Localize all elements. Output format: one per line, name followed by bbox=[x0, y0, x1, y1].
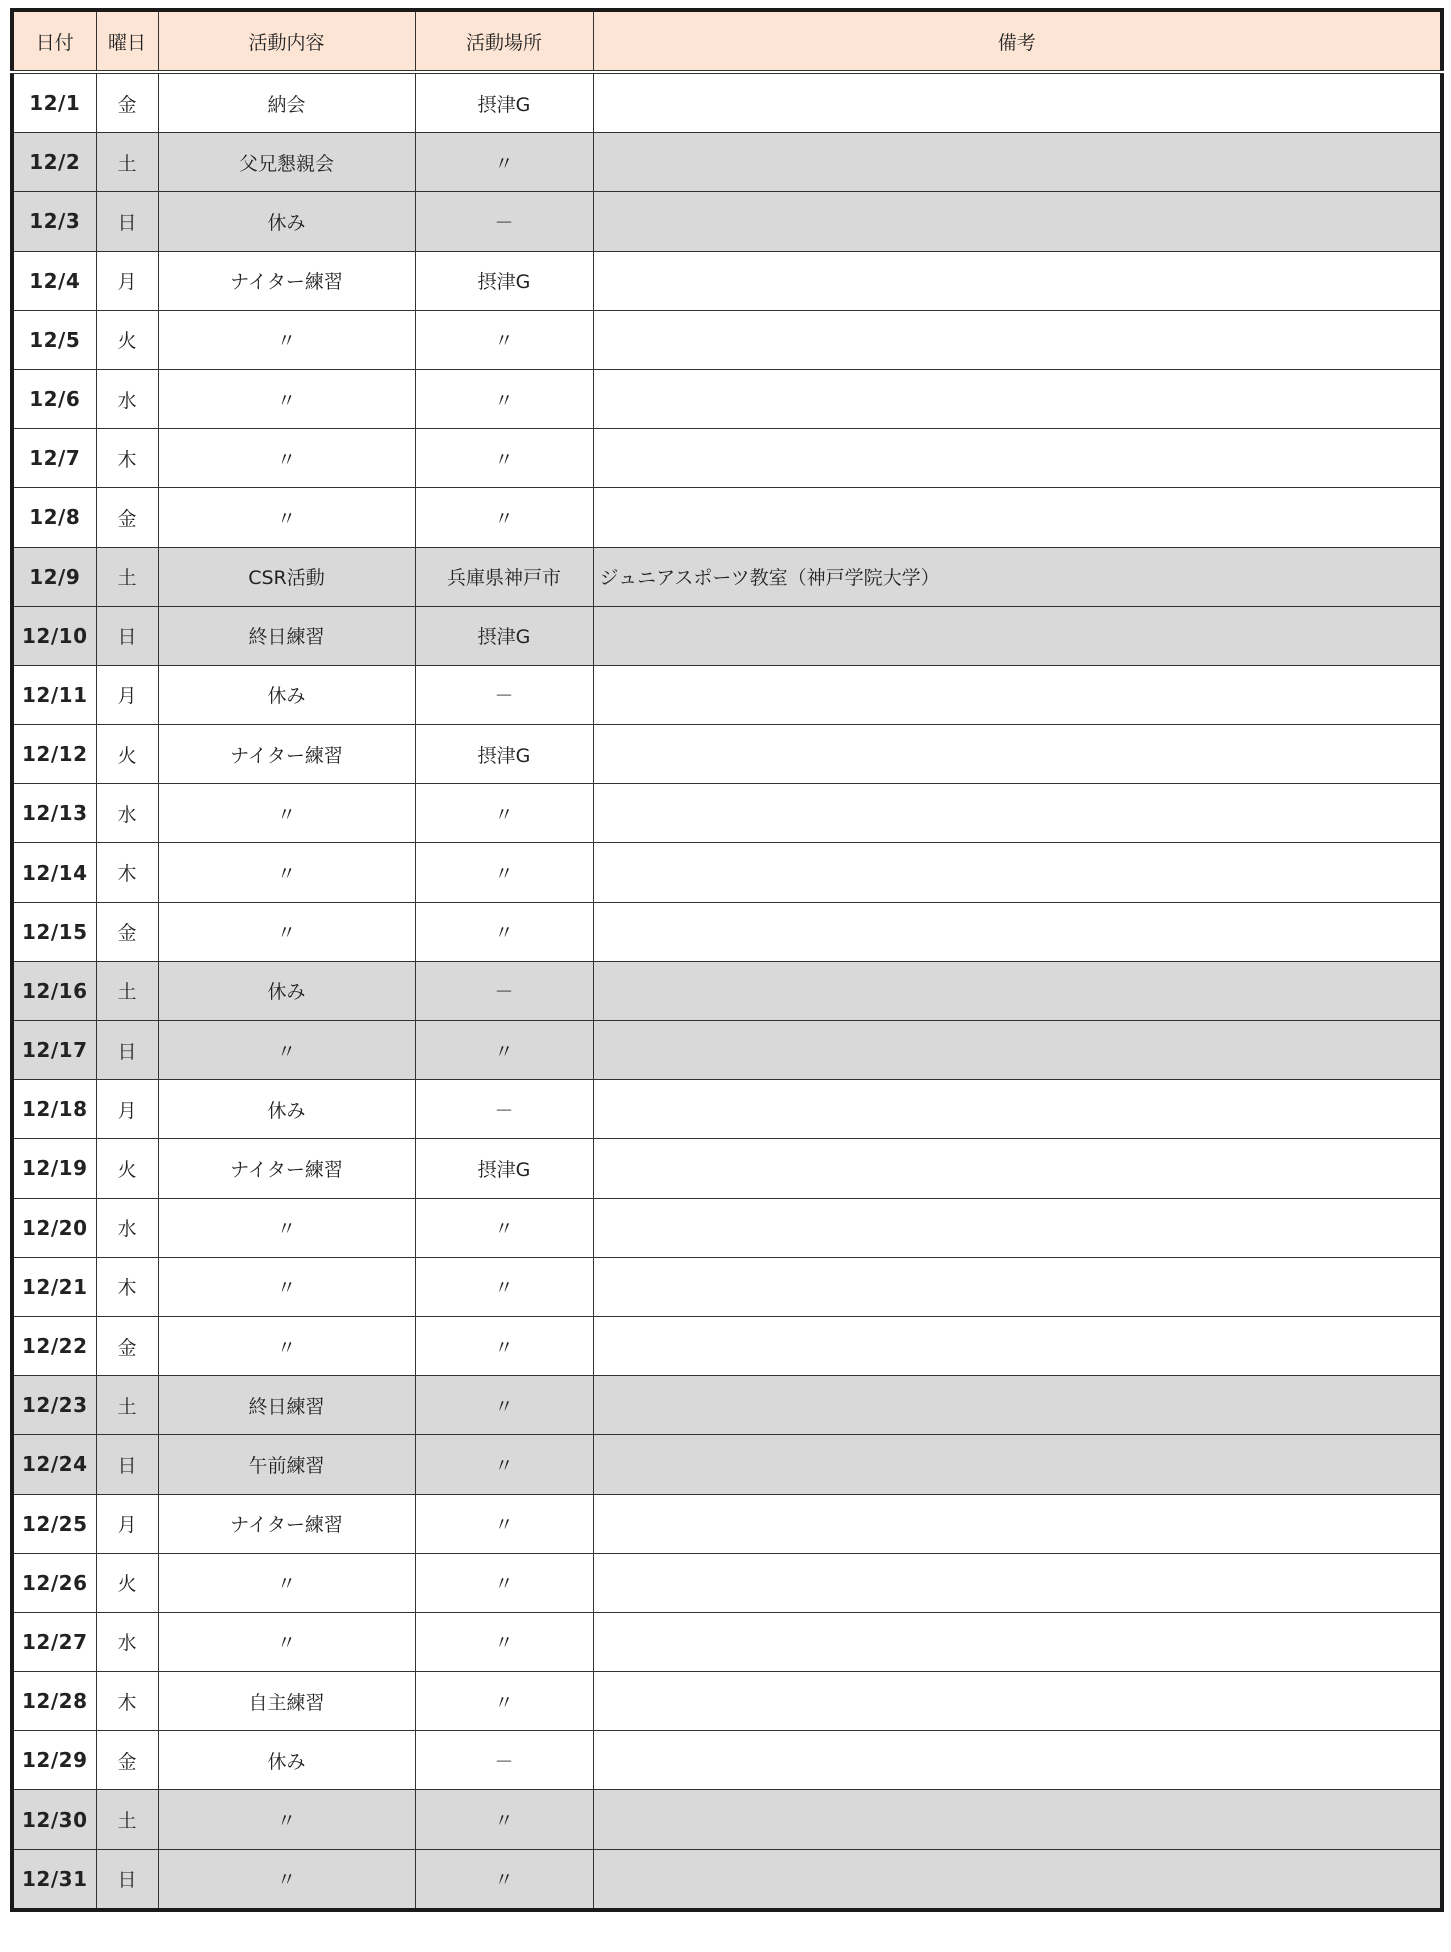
place-cell: 〃 bbox=[415, 1494, 593, 1553]
day-cell: 月 bbox=[96, 251, 158, 310]
day-cell: 月 bbox=[96, 665, 158, 724]
remarks-cell bbox=[593, 1198, 1442, 1257]
date-cell: 12/29 bbox=[12, 1731, 96, 1790]
table-row bbox=[12, 1849, 1442, 1910]
day-cell: 水 bbox=[96, 784, 158, 843]
day-cell: 火 bbox=[96, 725, 158, 784]
day-cell: 土 bbox=[96, 1790, 158, 1849]
table-row bbox=[12, 1672, 1442, 1731]
remarks-cell bbox=[593, 1316, 1442, 1375]
date-cell: 12/31 bbox=[12, 1849, 96, 1910]
day-cell: 木 bbox=[96, 843, 158, 902]
activity-cell: 〃 bbox=[158, 488, 415, 547]
table-row bbox=[12, 902, 1442, 961]
date-cell: 12/4 bbox=[12, 251, 96, 310]
place-cell: 〃 bbox=[415, 310, 593, 369]
place-cell: 摂津G bbox=[415, 1139, 593, 1198]
table-row bbox=[12, 251, 1442, 310]
remarks-cell bbox=[593, 1376, 1442, 1435]
day-cell: 土 bbox=[96, 547, 158, 606]
activity-cell: 終日練習 bbox=[158, 1376, 415, 1435]
activity-cell: 〃 bbox=[158, 1316, 415, 1375]
activity-cell: 〃 bbox=[158, 310, 415, 369]
activity-cell: 〃 bbox=[158, 369, 415, 428]
date-cell: 12/5 bbox=[12, 310, 96, 369]
remarks-cell bbox=[593, 1021, 1442, 1080]
header-activity: 活動内容 bbox=[158, 10, 415, 72]
place-cell: － bbox=[415, 961, 593, 1020]
day-cell: 水 bbox=[96, 1612, 158, 1671]
place-cell: 〃 bbox=[415, 488, 593, 547]
table-row bbox=[12, 606, 1442, 665]
remarks-cell bbox=[593, 1672, 1442, 1731]
remarks-cell bbox=[593, 192, 1442, 251]
table-row bbox=[12, 1021, 1442, 1080]
date-cell: 12/28 bbox=[12, 1672, 96, 1731]
remarks-cell bbox=[593, 665, 1442, 724]
remarks-cell bbox=[593, 369, 1442, 428]
date-cell: 12/27 bbox=[12, 1612, 96, 1671]
activity-cell: ナイター練習 bbox=[158, 1139, 415, 1198]
table-row bbox=[12, 1435, 1442, 1494]
table-row bbox=[12, 1257, 1442, 1316]
schedule-body bbox=[12, 72, 1442, 1910]
remarks-cell bbox=[593, 1435, 1442, 1494]
table-row bbox=[12, 547, 1442, 606]
activity-cell: 〃 bbox=[158, 1257, 415, 1316]
remarks-cell bbox=[593, 1257, 1442, 1316]
activity-cell: ナイター練習 bbox=[158, 251, 415, 310]
date-cell: 12/13 bbox=[12, 784, 96, 843]
activity-cell: 終日練習 bbox=[158, 606, 415, 665]
activity-cell: 休み bbox=[158, 665, 415, 724]
activity-cell: 〃 bbox=[158, 902, 415, 961]
table-row bbox=[12, 133, 1442, 192]
table-row bbox=[12, 843, 1442, 902]
date-cell: 12/16 bbox=[12, 961, 96, 1020]
date-cell: 12/22 bbox=[12, 1316, 96, 1375]
table-row bbox=[12, 192, 1442, 251]
schedule-table bbox=[10, 8, 1444, 1912]
place-cell: － bbox=[415, 1080, 593, 1139]
date-cell: 12/9 bbox=[12, 547, 96, 606]
place-cell: － bbox=[415, 192, 593, 251]
remarks-cell bbox=[593, 133, 1442, 192]
date-cell: 12/6 bbox=[12, 369, 96, 428]
day-cell: 日 bbox=[96, 1435, 158, 1494]
date-cell: 12/12 bbox=[12, 725, 96, 784]
remarks-cell bbox=[593, 310, 1442, 369]
activity-cell: 午前練習 bbox=[158, 1435, 415, 1494]
place-cell: － bbox=[415, 665, 593, 724]
table-row bbox=[12, 1553, 1442, 1612]
date-cell: 12/11 bbox=[12, 665, 96, 724]
remarks-cell bbox=[593, 1494, 1442, 1553]
remarks-cell: ジュニアスポーツ教室（神戸学院大学） bbox=[593, 547, 1442, 606]
day-cell: 金 bbox=[96, 902, 158, 961]
date-cell: 12/2 bbox=[12, 133, 96, 192]
date-cell: 12/14 bbox=[12, 843, 96, 902]
place-cell: 〃 bbox=[415, 369, 593, 428]
remarks-cell bbox=[593, 902, 1442, 961]
remarks-cell bbox=[593, 1553, 1442, 1612]
date-cell: 12/20 bbox=[12, 1198, 96, 1257]
date-cell: 12/8 bbox=[12, 488, 96, 547]
table-row bbox=[12, 1612, 1442, 1671]
header-remarks: 備考 bbox=[593, 10, 1442, 72]
date-cell: 12/26 bbox=[12, 1553, 96, 1612]
remarks-cell bbox=[593, 72, 1442, 133]
day-cell: 木 bbox=[96, 1257, 158, 1316]
table-row bbox=[12, 369, 1442, 428]
place-cell: 〃 bbox=[415, 1612, 593, 1671]
place-cell: 〃 bbox=[415, 1790, 593, 1849]
remarks-cell bbox=[593, 1790, 1442, 1849]
place-cell: 〃 bbox=[415, 1849, 593, 1910]
place-cell: 〃 bbox=[415, 902, 593, 961]
table-row bbox=[12, 488, 1442, 547]
date-cell: 12/21 bbox=[12, 1257, 96, 1316]
activity-cell: 〃 bbox=[158, 843, 415, 902]
remarks-cell bbox=[593, 784, 1442, 843]
day-cell: 火 bbox=[96, 1139, 158, 1198]
date-cell: 12/25 bbox=[12, 1494, 96, 1553]
date-cell: 12/17 bbox=[12, 1021, 96, 1080]
remarks-cell bbox=[593, 251, 1442, 310]
remarks-cell bbox=[593, 725, 1442, 784]
table-row bbox=[12, 72, 1442, 133]
date-cell: 12/24 bbox=[12, 1435, 96, 1494]
day-cell: 金 bbox=[96, 72, 158, 133]
activity-cell: CSR活動 bbox=[158, 547, 415, 606]
table-row bbox=[12, 310, 1442, 369]
day-cell: 金 bbox=[96, 488, 158, 547]
table-row bbox=[12, 1080, 1442, 1139]
remarks-cell bbox=[593, 1139, 1442, 1198]
activity-cell: 休み bbox=[158, 1080, 415, 1139]
activity-cell: 〃 bbox=[158, 1790, 415, 1849]
activity-cell: 〃 bbox=[158, 1021, 415, 1080]
header-date: 日付 bbox=[12, 10, 96, 72]
table-row bbox=[12, 725, 1442, 784]
day-cell: 土 bbox=[96, 961, 158, 1020]
remarks-cell bbox=[593, 429, 1442, 488]
activity-cell: 休み bbox=[158, 961, 415, 1020]
activity-cell: ナイター練習 bbox=[158, 725, 415, 784]
schedule-sheet bbox=[10, 8, 1444, 1912]
place-cell: 〃 bbox=[415, 1021, 593, 1080]
day-cell: 火 bbox=[96, 1553, 158, 1612]
place-cell: 〃 bbox=[415, 1435, 593, 1494]
date-cell: 12/23 bbox=[12, 1376, 96, 1435]
place-cell: 〃 bbox=[415, 1376, 593, 1435]
remarks-cell bbox=[593, 1080, 1442, 1139]
activity-cell: 〃 bbox=[158, 1553, 415, 1612]
table-row bbox=[12, 1494, 1442, 1553]
header-place: 活動場所 bbox=[415, 10, 593, 72]
place-cell: 〃 bbox=[415, 133, 593, 192]
activity-cell: 休み bbox=[158, 192, 415, 251]
header-row bbox=[12, 10, 1442, 72]
place-cell: 〃 bbox=[415, 429, 593, 488]
place-cell: 摂津G bbox=[415, 251, 593, 310]
day-cell: 日 bbox=[96, 606, 158, 665]
table-row bbox=[12, 1731, 1442, 1790]
table-row bbox=[12, 1376, 1442, 1435]
activity-cell: 納会 bbox=[158, 72, 415, 133]
place-cell: 〃 bbox=[415, 1553, 593, 1612]
date-cell: 12/30 bbox=[12, 1790, 96, 1849]
date-cell: 12/15 bbox=[12, 902, 96, 961]
day-cell: 金 bbox=[96, 1316, 158, 1375]
place-cell: 摂津G bbox=[415, 725, 593, 784]
place-cell: 〃 bbox=[415, 1257, 593, 1316]
activity-cell: 休み bbox=[158, 1731, 415, 1790]
activity-cell: 〃 bbox=[158, 784, 415, 843]
remarks-cell bbox=[593, 606, 1442, 665]
table-row bbox=[12, 665, 1442, 724]
table-row bbox=[12, 1316, 1442, 1375]
day-cell: 金 bbox=[96, 1731, 158, 1790]
table-row bbox=[12, 961, 1442, 1020]
remarks-cell bbox=[593, 843, 1442, 902]
table-row bbox=[12, 1139, 1442, 1198]
activity-cell: 〃 bbox=[158, 1849, 415, 1910]
date-cell: 12/10 bbox=[12, 606, 96, 665]
date-cell: 12/18 bbox=[12, 1080, 96, 1139]
day-cell: 月 bbox=[96, 1080, 158, 1139]
activity-cell: 父兄懇親会 bbox=[158, 133, 415, 192]
remarks-cell bbox=[593, 1849, 1442, 1910]
day-cell: 木 bbox=[96, 1672, 158, 1731]
table-row bbox=[12, 784, 1442, 843]
place-cell: 摂津G bbox=[415, 72, 593, 133]
place-cell: 〃 bbox=[415, 1198, 593, 1257]
place-cell: － bbox=[415, 1731, 593, 1790]
table-row bbox=[12, 1198, 1442, 1257]
remarks-cell bbox=[593, 1612, 1442, 1671]
table-row bbox=[12, 429, 1442, 488]
place-cell: 〃 bbox=[415, 1672, 593, 1731]
day-cell: 土 bbox=[96, 133, 158, 192]
day-cell: 日 bbox=[96, 192, 158, 251]
date-cell: 12/19 bbox=[12, 1139, 96, 1198]
day-cell: 土 bbox=[96, 1376, 158, 1435]
activity-cell: 〃 bbox=[158, 1198, 415, 1257]
date-cell: 12/3 bbox=[12, 192, 96, 251]
day-cell: 水 bbox=[96, 1198, 158, 1257]
date-cell: 12/1 bbox=[12, 72, 96, 133]
day-cell: 火 bbox=[96, 310, 158, 369]
place-cell: 〃 bbox=[415, 784, 593, 843]
table-row bbox=[12, 1790, 1442, 1849]
place-cell: 摂津G bbox=[415, 606, 593, 665]
day-cell: 木 bbox=[96, 429, 158, 488]
place-cell: 〃 bbox=[415, 1316, 593, 1375]
place-cell: 兵庫県神戸市 bbox=[415, 547, 593, 606]
activity-cell: ナイター練習 bbox=[158, 1494, 415, 1553]
remarks-cell bbox=[593, 961, 1442, 1020]
day-cell: 水 bbox=[96, 369, 158, 428]
remarks-cell bbox=[593, 1731, 1442, 1790]
place-cell: 〃 bbox=[415, 843, 593, 902]
day-cell: 日 bbox=[96, 1849, 158, 1910]
day-cell: 月 bbox=[96, 1494, 158, 1553]
header-day: 曜日 bbox=[96, 10, 158, 72]
activity-cell: 〃 bbox=[158, 1612, 415, 1671]
remarks-cell bbox=[593, 488, 1442, 547]
activity-cell: 〃 bbox=[158, 429, 415, 488]
day-cell: 日 bbox=[96, 1021, 158, 1080]
date-cell: 12/7 bbox=[12, 429, 96, 488]
activity-cell: 自主練習 bbox=[158, 1672, 415, 1731]
